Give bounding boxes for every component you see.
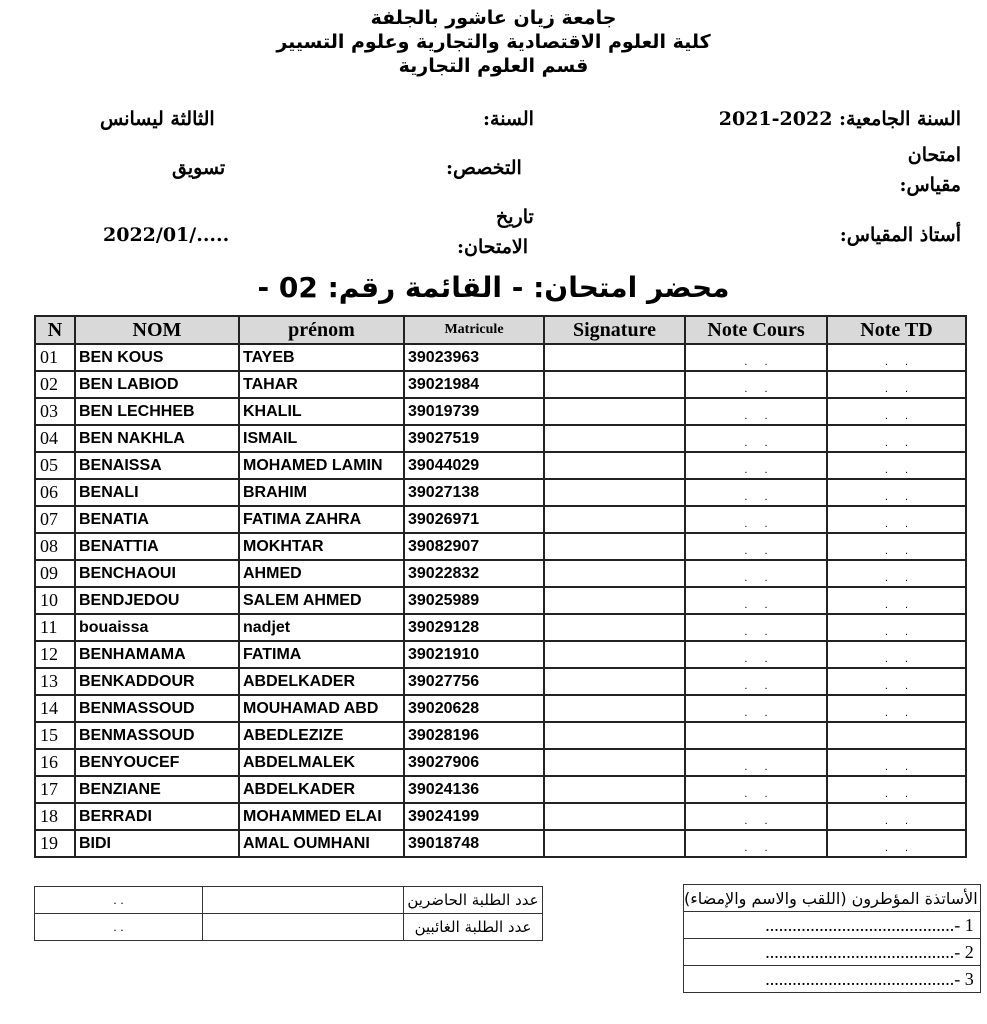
- nom-cell: BEN NAKHLA: [75, 425, 239, 452]
- matricule-cell: 39018748: [404, 830, 544, 857]
- table-row: [35, 803, 966, 830]
- row-number: 14: [35, 695, 75, 722]
- matricule-cell: 39082907: [404, 533, 544, 560]
- signature-cell[interactable]: [544, 452, 685, 479]
- signature-cell[interactable]: [544, 641, 685, 668]
- note-td-cell[interactable]: . .: [827, 452, 966, 479]
- note-td-cell[interactable]: . .: [827, 560, 966, 587]
- present-dots[interactable]: . .: [35, 887, 203, 914]
- note-td-cell[interactable]: . .: [827, 776, 966, 803]
- signature-cell[interactable]: [544, 425, 685, 452]
- signature-cell[interactable]: [544, 695, 685, 722]
- signature-cell[interactable]: [544, 533, 685, 560]
- nom-cell: BENATTIA: [75, 533, 239, 560]
- year-value: الثالثة ليسانس: [100, 108, 215, 130]
- academic-year-label: السنة الجامعية:: [839, 108, 961, 130]
- exam-module-label-line2: مقياس:: [899, 174, 961, 196]
- table-row: [35, 587, 966, 614]
- table-row: [35, 560, 966, 587]
- note-cours-cell[interactable]: . .: [685, 425, 827, 452]
- signature-cell[interactable]: [544, 371, 685, 398]
- prenom-cell: FATIMA: [239, 641, 404, 668]
- prenom-cell: MOHAMMED ELAI: [239, 803, 404, 830]
- matricule-cell: 39026971: [404, 506, 544, 533]
- row-number: 05: [35, 452, 75, 479]
- row-number: 07: [35, 506, 75, 533]
- nom-cell: BENZIANE: [75, 776, 239, 803]
- row-number: 09: [35, 560, 75, 587]
- signature-cell[interactable]: [544, 506, 685, 533]
- table-row: [35, 695, 966, 722]
- note-td-cell[interactable]: . .: [827, 344, 966, 371]
- nom-cell: BEN LECHHEB: [75, 398, 239, 425]
- prenom-cell: ABDELMALEK: [239, 749, 404, 776]
- note-td-cell[interactable]: [827, 722, 966, 749]
- student-count-table: [34, 886, 543, 941]
- note-cours-cell[interactable]: . .: [685, 695, 827, 722]
- note-cours-cell[interactable]: . .: [685, 749, 827, 776]
- note-cours-cell[interactable]: . .: [685, 344, 827, 371]
- note-cours-cell[interactable]: . .: [685, 560, 827, 587]
- supervisors-header: الأساتذة المؤطرون (اللقب والاسم والإمضاء): [684, 885, 981, 912]
- table-row: [35, 776, 966, 803]
- nom-cell: BENMASSOUD: [75, 722, 239, 749]
- note-cours-cell[interactable]: . .: [685, 452, 827, 479]
- count-row-absent: [35, 887, 543, 914]
- table-header-row: [35, 316, 966, 344]
- present-count-field[interactable]: [203, 887, 404, 914]
- matricule-cell: 39019739: [404, 398, 544, 425]
- matricule-cell: 39044029: [404, 452, 544, 479]
- signature-cell[interactable]: [544, 479, 685, 506]
- nom-cell: BENMASSOUD: [75, 695, 239, 722]
- note-td-cell[interactable]: . .: [827, 830, 966, 857]
- prenom-cell: FATIMA ZAHRA: [239, 506, 404, 533]
- note-cours-cell[interactable]: . .: [685, 479, 827, 506]
- table-row: [35, 668, 966, 695]
- nom-cell: BENHAMAMA: [75, 641, 239, 668]
- table-row: [35, 830, 966, 857]
- row-number: 10: [35, 587, 75, 614]
- matricule-cell: 39021910: [404, 641, 544, 668]
- prenom-cell: ABEDLEZIZE: [239, 722, 404, 749]
- matricule-cell: 39021984: [404, 371, 544, 398]
- col-header-nom: NOM: [75, 316, 239, 344]
- signature-cell[interactable]: [544, 803, 685, 830]
- table-row: [35, 614, 966, 641]
- matricule-cell: 39027906: [404, 749, 544, 776]
- matricule-cell: 39023963: [404, 344, 544, 371]
- academic-year-value: 2021-2022: [718, 108, 833, 130]
- faculty-name: كلية العلوم الاقتصادية والتجارية وعلوم التسيير: [276, 31, 711, 53]
- prenom-cell: MOKHTAR: [239, 533, 404, 560]
- absent-label: عدد الطلبة الغائبين: [404, 914, 543, 941]
- note-td-cell[interactable]: . .: [827, 371, 966, 398]
- matricule-cell: 39027756: [404, 668, 544, 695]
- table-row: [35, 641, 966, 668]
- table-row: [35, 371, 966, 398]
- matricule-cell: 39025989: [404, 587, 544, 614]
- table-row: [35, 506, 966, 533]
- signature-cell[interactable]: [544, 776, 685, 803]
- prenom-cell: TAHAR: [239, 371, 404, 398]
- note-cours-cell[interactable]: . .: [685, 668, 827, 695]
- count-row-absent: [35, 914, 543, 941]
- nom-cell: BENALI: [75, 479, 239, 506]
- note-td-cell[interactable]: . .: [827, 533, 966, 560]
- row-number: 11: [35, 614, 75, 641]
- col-header-note-td: Note TD: [827, 316, 966, 344]
- year-label: السنة:: [483, 108, 534, 130]
- table-row: [35, 398, 966, 425]
- matricule-cell: 39024199: [404, 803, 544, 830]
- row-number: 18: [35, 803, 75, 830]
- nom-cell: BENKADDOUR: [75, 668, 239, 695]
- note-cours-cell[interactable]: . .: [685, 830, 827, 857]
- note-cours-cell[interactable]: . .: [685, 506, 827, 533]
- prenom-cell: ISMAIL: [239, 425, 404, 452]
- note-td-cell[interactable]: . .: [827, 587, 966, 614]
- signature-cell[interactable]: [544, 587, 685, 614]
- nom-cell: bouaissa: [75, 614, 239, 641]
- exam-date-label-line1: تاريخ: [496, 206, 534, 228]
- note-cours-cell[interactable]: . .: [685, 533, 827, 560]
- signature-cell[interactable]: [544, 668, 685, 695]
- row-number: 19: [35, 830, 75, 857]
- row-number: 01: [35, 344, 75, 371]
- row-number: 12: [35, 641, 75, 668]
- present-label: عدد الطلبة الحاضرين: [404, 887, 543, 914]
- note-cours-cell[interactable]: . .: [685, 641, 827, 668]
- supervisor-line-2[interactable]: ..........................................- 2: [684, 939, 981, 966]
- nom-cell: BEN KOUS: [75, 344, 239, 371]
- matricule-cell: 39027138: [404, 479, 544, 506]
- prenom-cell: ABDELKADER: [239, 668, 404, 695]
- note-cours-cell[interactable]: . .: [685, 398, 827, 425]
- absent-dots[interactable]: . .: [35, 914, 203, 941]
- prenom-cell: AMAL OUMHANI: [239, 830, 404, 857]
- supervisor-line-3[interactable]: ..........................................- 3: [684, 966, 981, 993]
- row-number: 06: [35, 479, 75, 506]
- nom-cell: BEN LABIOD: [75, 371, 239, 398]
- prenom-cell: MOHAMED LAMIN: [239, 452, 404, 479]
- signature-cell[interactable]: [544, 560, 685, 587]
- matricule-cell: 39027519: [404, 425, 544, 452]
- absent-count-field[interactable]: [203, 914, 404, 941]
- table-row: [35, 479, 966, 506]
- signature-cell[interactable]: [544, 344, 685, 371]
- prenom-cell: nadjet: [239, 614, 404, 641]
- prenom-cell: BRAHIM: [239, 479, 404, 506]
- note-cours-cell[interactable]: . .: [685, 614, 827, 641]
- note-cours-cell[interactable]: . .: [685, 776, 827, 803]
- signature-cell[interactable]: [544, 398, 685, 425]
- col-header-signature: Signature: [544, 316, 685, 344]
- supervisors-table: [683, 884, 981, 993]
- col-header-prenom: prénom: [239, 316, 404, 344]
- department-name: قسم العلوم التجارية: [398, 55, 589, 77]
- specialty-value: تسويق: [172, 157, 226, 179]
- table-row: [35, 533, 966, 560]
- exam-date-label-line2: الامتحان:: [457, 236, 529, 258]
- note-cours-cell[interactable]: [685, 722, 827, 749]
- table-row: [35, 749, 966, 776]
- col-header-n: N: [35, 316, 75, 344]
- page-title: محضر امتحان: - القائمة رقم: 02 -: [257, 271, 730, 304]
- nom-cell: BERRADI: [75, 803, 239, 830]
- signature-cell[interactable]: [544, 614, 685, 641]
- specialty-label: التخصص:: [446, 157, 522, 179]
- prenom-cell: KHALIL: [239, 398, 404, 425]
- note-cours-cell[interactable]: . .: [685, 371, 827, 398]
- academic-year: [719, 108, 961, 130]
- note-cours-cell[interactable]: . .: [685, 587, 827, 614]
- row-number: 04: [35, 425, 75, 452]
- prenom-cell: MOUHAMAD ABD: [239, 695, 404, 722]
- note-td-cell[interactable]: . .: [827, 749, 966, 776]
- prenom-cell: ABDELKADER: [239, 776, 404, 803]
- attendance-table: [34, 315, 967, 858]
- note-td-cell[interactable]: . .: [827, 506, 966, 533]
- nom-cell: BENCHAOUI: [75, 560, 239, 587]
- nom-cell: BENYOUCEF: [75, 749, 239, 776]
- university-name: جامعة زيان عاشور بالجلفة: [370, 7, 617, 29]
- row-number: 02: [35, 371, 75, 398]
- nom-cell: BIDI: [75, 830, 239, 857]
- col-header-note-cours: Note Cours: [685, 316, 827, 344]
- note-td-cell[interactable]: . .: [827, 398, 966, 425]
- supervisor-line-1[interactable]: ..........................................- 1: [684, 912, 981, 939]
- row-number: 13: [35, 668, 75, 695]
- note-td-cell[interactable]: . .: [827, 695, 966, 722]
- row-number: 08: [35, 533, 75, 560]
- signature-cell[interactable]: [544, 749, 685, 776]
- prenom-cell: AHMED: [239, 560, 404, 587]
- note-td-cell[interactable]: . .: [827, 479, 966, 506]
- matricule-cell: 39028196: [404, 722, 544, 749]
- table-row: [35, 344, 966, 371]
- prenom-cell: TAYEB: [239, 344, 404, 371]
- note-cours-cell[interactable]: . .: [685, 803, 827, 830]
- note-td-cell[interactable]: . .: [827, 614, 966, 641]
- note-td-cell[interactable]: . .: [827, 425, 966, 452]
- table-row: [35, 452, 966, 479]
- professor-label: أستاذ المقياس:: [839, 224, 961, 246]
- table-row: [35, 425, 966, 452]
- nom-cell: BENAISSA: [75, 452, 239, 479]
- matricule-cell: 39020628: [404, 695, 544, 722]
- matricule-cell: 39022832: [404, 560, 544, 587]
- nom-cell: BENDJEDOU: [75, 587, 239, 614]
- row-number: 03: [35, 398, 75, 425]
- note-td-cell[interactable]: . .: [827, 803, 966, 830]
- note-td-cell[interactable]: . .: [827, 641, 966, 668]
- table-row: [35, 722, 966, 749]
- nom-cell: BENATIA: [75, 506, 239, 533]
- exam-date-value: 2022/01/.....: [103, 224, 230, 246]
- matricule-cell: 39024136: [404, 776, 544, 803]
- prenom-cell: SALEM AHMED: [239, 587, 404, 614]
- row-number: 15: [35, 722, 75, 749]
- exam-module-label-line1: امتحان: [907, 144, 961, 166]
- col-header-matricule: Matricule: [404, 316, 544, 344]
- row-number: 17: [35, 776, 75, 803]
- signature-cell[interactable]: [544, 830, 685, 857]
- note-td-cell[interactable]: . .: [827, 668, 966, 695]
- signature-cell[interactable]: [544, 722, 685, 749]
- row-number: 16: [35, 749, 75, 776]
- matricule-cell: 39029128: [404, 614, 544, 641]
